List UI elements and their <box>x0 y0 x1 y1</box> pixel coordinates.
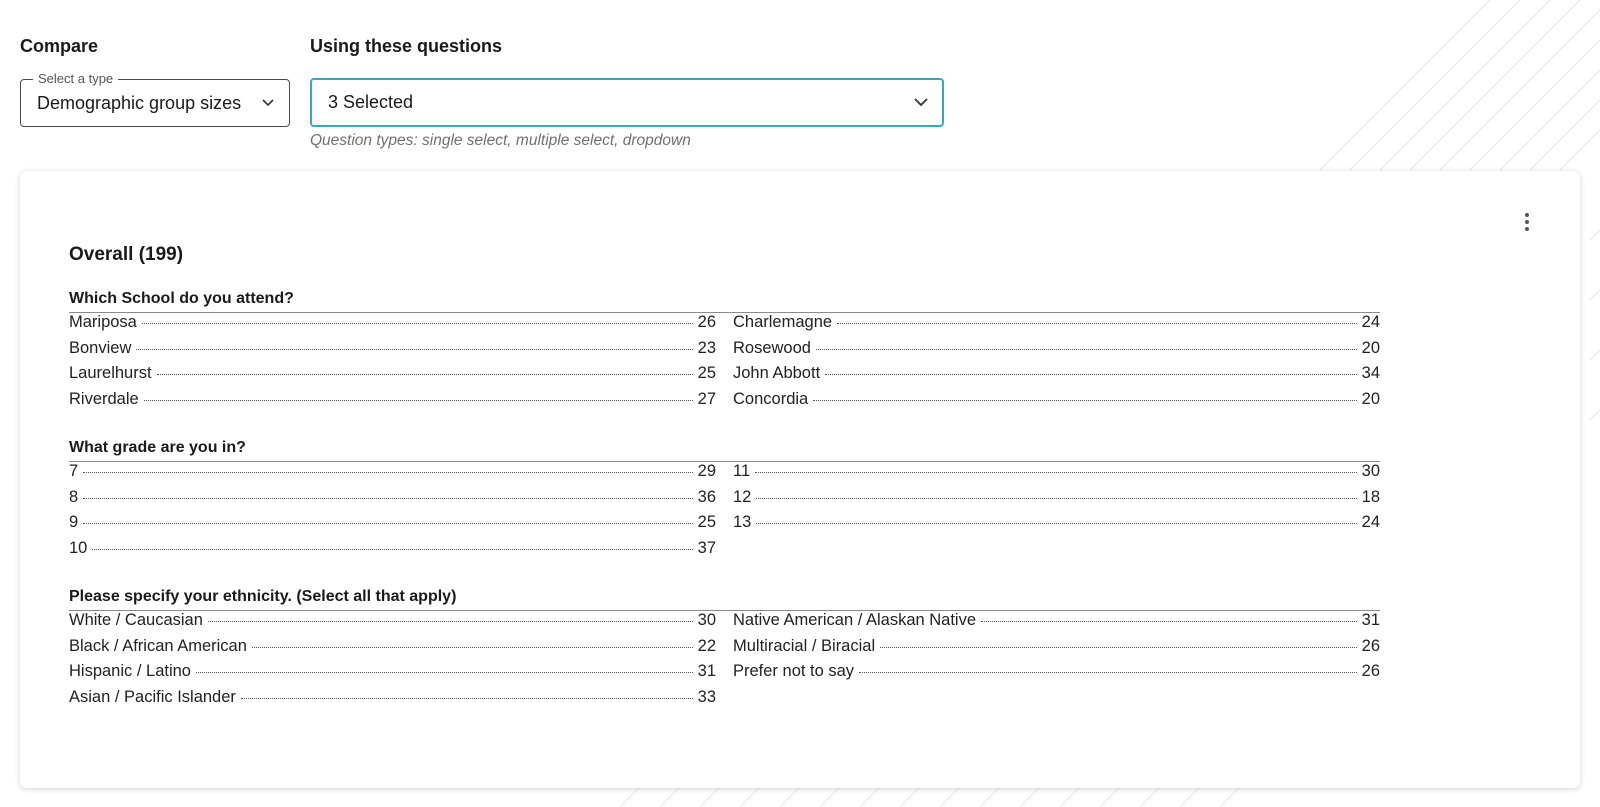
list-item <box>69 462 716 488</box>
item-label: 7 <box>69 462 79 480</box>
list-item <box>69 611 716 637</box>
item-label: John Abbott <box>733 364 821 383</box>
item-count: 22 <box>697 636 716 655</box>
item-label: Mariposa <box>69 313 137 331</box>
list-item <box>733 637 1380 663</box>
item-count: 27 <box>697 389 716 408</box>
list-item <box>69 390 716 416</box>
dotted-leader <box>981 621 1357 622</box>
item-label: Concordia <box>733 389 809 408</box>
right-column <box>733 462 1380 564</box>
section-school <box>69 289 1380 415</box>
section-ethnicity <box>69 587 1380 713</box>
item-label: Riverdale <box>69 389 139 408</box>
list-item <box>69 688 716 714</box>
item-count: 31 <box>1361 611 1380 629</box>
item-label: Charlemagne <box>733 313 833 331</box>
dotted-leader <box>252 647 693 648</box>
item-count: 37 <box>697 538 716 557</box>
questions-select-dropdown[interactable] <box>310 78 944 127</box>
item-label: Bonview <box>69 338 132 357</box>
list-item <box>733 313 1380 339</box>
list-item <box>69 662 716 688</box>
list-item <box>69 513 716 539</box>
dotted-leader <box>880 647 1357 648</box>
dotted-leader <box>837 323 1357 324</box>
type-select-dropdown[interactable] <box>20 71 290 127</box>
item-label: Asian / Pacific Islander <box>69 687 236 706</box>
list-item <box>733 488 1380 514</box>
item-label: 10 <box>69 538 88 557</box>
dotted-leader <box>755 472 1357 473</box>
section-title: What grade are you in? <box>69 438 1380 462</box>
item-label: Hispanic / Latino <box>69 662 191 681</box>
dotted-leader <box>83 523 692 524</box>
item-count: 30 <box>697 611 716 629</box>
list-item <box>69 364 716 390</box>
overall-title: Overall (199) <box>69 244 184 265</box>
list-item <box>733 611 1380 637</box>
dotted-leader <box>157 374 693 375</box>
item-label: 12 <box>733 487 752 506</box>
list-item <box>69 339 716 365</box>
chevron-down-icon <box>261 96 275 110</box>
list-item <box>733 339 1380 365</box>
item-label: Native American / Alaskan Native <box>733 611 977 629</box>
dotted-leader <box>92 549 692 550</box>
dotted-leader <box>859 672 1357 673</box>
item-count: 25 <box>697 364 716 383</box>
item-count: 20 <box>1361 389 1380 408</box>
type-select-legend: Select a type <box>33 71 118 86</box>
dotted-leader <box>83 498 692 499</box>
dotted-leader <box>136 349 692 350</box>
questions-select-value: 3 Selected <box>328 92 414 112</box>
section-title: Which School do you attend? <box>69 289 1380 313</box>
question-types-helper: Question types: single select, multiple select, dropdown <box>310 132 691 149</box>
left-column <box>69 611 716 713</box>
item-count: 24 <box>1361 513 1380 532</box>
item-label: Multiracial / Biracial <box>733 636 876 655</box>
dotted-leader <box>756 523 1356 524</box>
list-item <box>69 637 716 663</box>
item-count: 34 <box>1361 364 1380 383</box>
dotted-leader <box>144 400 693 401</box>
item-label: 8 <box>69 487 79 506</box>
dotted-leader <box>813 400 1356 401</box>
item-count: 23 <box>697 338 716 357</box>
questions-label: Using these questions <box>310 36 503 56</box>
left-column <box>69 313 716 415</box>
section-grade <box>69 438 1380 564</box>
results-card <box>20 171 1580 788</box>
item-count: 20 <box>1361 338 1380 357</box>
list-item <box>69 313 716 339</box>
list-item <box>733 364 1380 390</box>
dotted-leader <box>816 349 1357 350</box>
item-count: 25 <box>697 513 716 532</box>
list-item <box>733 390 1380 416</box>
section-title: Please specify your ethnicity. (Select all that apply) <box>69 587 1380 611</box>
list-item <box>733 513 1380 539</box>
list-item <box>69 488 716 514</box>
item-count: 31 <box>697 662 716 681</box>
dotted-leader <box>756 498 1356 499</box>
dotted-leader <box>83 472 692 473</box>
item-label: 13 <box>733 513 752 532</box>
item-count: 26 <box>1361 662 1380 681</box>
compare-label: Compare <box>20 36 99 56</box>
item-label: Black / African American <box>69 636 247 655</box>
dotted-leader <box>208 621 693 622</box>
item-count: 26 <box>697 313 716 331</box>
item-label: Laurelhurst <box>69 364 152 383</box>
dotted-leader <box>241 698 693 699</box>
item-count: 30 <box>1361 462 1380 480</box>
item-count: 18 <box>1361 487 1380 506</box>
dotted-leader <box>825 374 1356 375</box>
item-count: 29 <box>697 462 716 480</box>
left-column <box>69 462 716 564</box>
item-label: Prefer not to say <box>733 662 855 681</box>
list-item <box>733 662 1380 688</box>
item-label: 9 <box>69 513 79 532</box>
chevron-down-icon <box>914 96 928 110</box>
item-label: White / Caucasian <box>69 611 203 629</box>
item-label: Rosewood <box>733 338 811 357</box>
kebab-menu-icon[interactable] <box>1520 211 1534 233</box>
item-label: 11 <box>733 462 751 480</box>
dotted-leader <box>196 672 693 673</box>
dotted-leader <box>142 323 693 324</box>
item-count: 24 <box>1361 313 1380 331</box>
item-count: 36 <box>697 487 716 506</box>
list-item <box>733 462 1380 488</box>
item-count: 26 <box>1361 636 1380 655</box>
list-item <box>69 539 716 565</box>
type-select-value: Demographic group sizes <box>37 92 242 113</box>
right-column <box>733 313 1380 415</box>
right-column <box>733 611 1380 713</box>
item-count: 33 <box>697 687 716 706</box>
